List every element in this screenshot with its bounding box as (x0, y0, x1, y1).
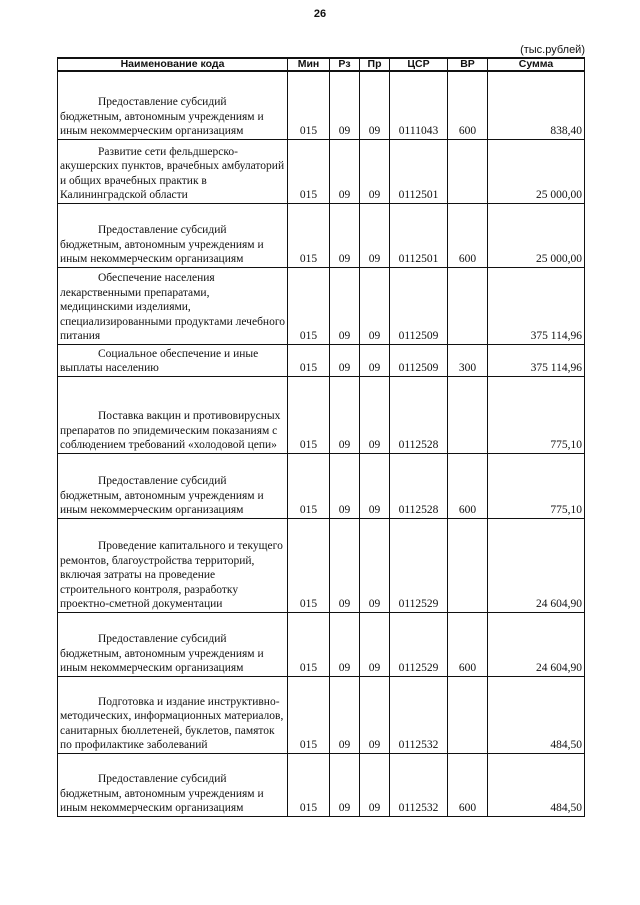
row-min: 015 (288, 139, 330, 203)
row-vr: 600 (448, 71, 488, 139)
row-sum: 484,50 (488, 676, 585, 753)
row-name-text: Подготовка и издание инструктивно-методических, информационных материалов, санитарных бюллетеней, буклетов, памяток по профилактике заболеваний (60, 695, 284, 751)
row-rz: 09 (330, 612, 360, 676)
row-csr: 0112532 (390, 753, 448, 816)
row-csr: 0112529 (390, 518, 448, 612)
table-row (58, 267, 585, 344)
column-header-rz: Рз (330, 58, 360, 71)
page-number: 26 (313, 8, 327, 20)
row-csr: 0112532 (390, 676, 448, 753)
row-min: 015 (288, 753, 330, 816)
row-vr: 600 (448, 203, 488, 267)
row-csr: 0112528 (390, 376, 448, 453)
row-name (58, 203, 288, 267)
row-min: 015 (288, 518, 330, 612)
row-rz: 09 (330, 753, 360, 816)
table-row (58, 344, 585, 376)
row-pr: 09 (360, 676, 390, 753)
row-name-text: Развитие сети фельдшерско-акушерских пунктов, врачебных амбулаторий и общих врачебных практик в Калининградской области (60, 145, 285, 201)
row-sum: 25 000,00 (488, 139, 585, 203)
table-row (58, 376, 585, 453)
row-vr (448, 267, 488, 344)
table-row (58, 71, 585, 139)
row-rz: 09 (330, 676, 360, 753)
row-name (58, 376, 288, 453)
row-sum: 775,10 (488, 453, 585, 518)
row-name-text: Предоставление субсидий бюджетным, автономным учреждениям и иным некоммерческим организациям (60, 773, 264, 814)
row-pr: 09 (360, 376, 390, 453)
row-rz: 09 (330, 453, 360, 518)
column-header-vr: ВР (448, 58, 488, 71)
row-min: 015 (288, 376, 330, 453)
row-sum: 775,10 (488, 376, 585, 453)
row-pr: 09 (360, 139, 390, 203)
row-csr: 0112501 (390, 203, 448, 267)
row-sum: 24 604,90 (488, 518, 585, 612)
row-vr: 600 (448, 753, 488, 816)
row-name-text: Предоставление субсидий бюджетным, автономным учреждениям и иным некоммерческим организациям (60, 224, 264, 265)
row-sum: 25 000,00 (488, 203, 585, 267)
row-csr: 0112529 (390, 612, 448, 676)
row-name-text: Предоставление субсидий бюджетным, автономным учреждениям и иным некоммерческим организациям (60, 633, 264, 674)
row-name-text: Предоставление субсидий бюджетным, автономным учреждениям и иным некоммерческим организациям (60, 475, 264, 516)
row-vr: 600 (448, 612, 488, 676)
table-row (58, 518, 585, 612)
row-rz: 09 (330, 267, 360, 344)
row-min: 015 (288, 453, 330, 518)
row-rz: 09 (330, 139, 360, 203)
table-row (58, 612, 585, 676)
row-name (58, 139, 288, 203)
row-name (58, 71, 288, 139)
column-header-csr: ЦСР (390, 58, 448, 71)
row-vr (448, 676, 488, 753)
row-pr: 09 (360, 753, 390, 816)
row-pr: 09 (360, 518, 390, 612)
row-name-text: Поставка вакцин и противовирусных препаратов по эпидемическим показаниям с соблюдением требований «холодовой цепи» (60, 410, 281, 451)
column-header-pr: Пр (360, 58, 390, 71)
row-rz: 09 (330, 376, 360, 453)
row-vr: 600 (448, 453, 488, 518)
row-min: 015 (288, 71, 330, 139)
budget-table (57, 57, 585, 817)
row-rz: 09 (330, 71, 360, 139)
row-min: 015 (288, 267, 330, 344)
row-pr: 09 (360, 203, 390, 267)
table-header-row (58, 58, 585, 71)
table-row (58, 753, 585, 816)
row-name (58, 344, 288, 376)
row-min: 015 (288, 344, 330, 376)
row-name-text: Социальное обеспечение и иные выплаты населению (60, 347, 259, 374)
row-vr (448, 139, 488, 203)
row-pr: 09 (360, 612, 390, 676)
row-sum: 484,50 (488, 753, 585, 816)
row-csr: 0111043 (390, 71, 448, 139)
row-name (58, 518, 288, 612)
table-row (58, 139, 585, 203)
row-vr (448, 518, 488, 612)
row-name-text: Предоставление субсидий бюджетным, автономным учреждениям и иным некоммерческим организациям (60, 96, 264, 137)
row-csr: 0112509 (390, 344, 448, 376)
row-pr: 09 (360, 71, 390, 139)
table-row (58, 676, 585, 753)
column-header-min: Мин (288, 58, 330, 71)
units-label: (тыс.рублей) (520, 44, 585, 56)
row-min: 015 (288, 612, 330, 676)
row-sum: 375 114,96 (488, 267, 585, 344)
table-row (58, 453, 585, 518)
row-csr: 0112509 (390, 267, 448, 344)
row-sum: 375 114,96 (488, 344, 585, 376)
row-rz: 09 (330, 203, 360, 267)
row-rz: 09 (330, 344, 360, 376)
row-vr: 300 (448, 344, 488, 376)
row-vr (448, 376, 488, 453)
row-sum: 838,40 (488, 71, 585, 139)
row-name (58, 612, 288, 676)
column-header-name: Наименование кода (58, 58, 288, 71)
row-sum: 24 604,90 (488, 612, 585, 676)
row-pr: 09 (360, 267, 390, 344)
row-pr: 09 (360, 344, 390, 376)
column-header-sum: Сумма (488, 58, 585, 71)
row-csr: 0112528 (390, 453, 448, 518)
row-min: 015 (288, 676, 330, 753)
row-name-text: Проведение капитального и текущего ремонтов, благоустройства территорий, включая затраты на проведение строительного контроля, разработку проектно-сметной документации (60, 540, 283, 610)
row-pr: 09 (360, 453, 390, 518)
row-name (58, 267, 288, 344)
row-min: 015 (288, 203, 330, 267)
row-name (58, 753, 288, 816)
row-name (58, 676, 288, 753)
table-row (58, 203, 585, 267)
row-name (58, 453, 288, 518)
row-csr: 0112501 (390, 139, 448, 203)
row-rz: 09 (330, 518, 360, 612)
row-name-text: Обеспечение населения лекарственными препаратами, медицинскими изделиями, специализированными продуктами лечебного питания (60, 272, 286, 342)
